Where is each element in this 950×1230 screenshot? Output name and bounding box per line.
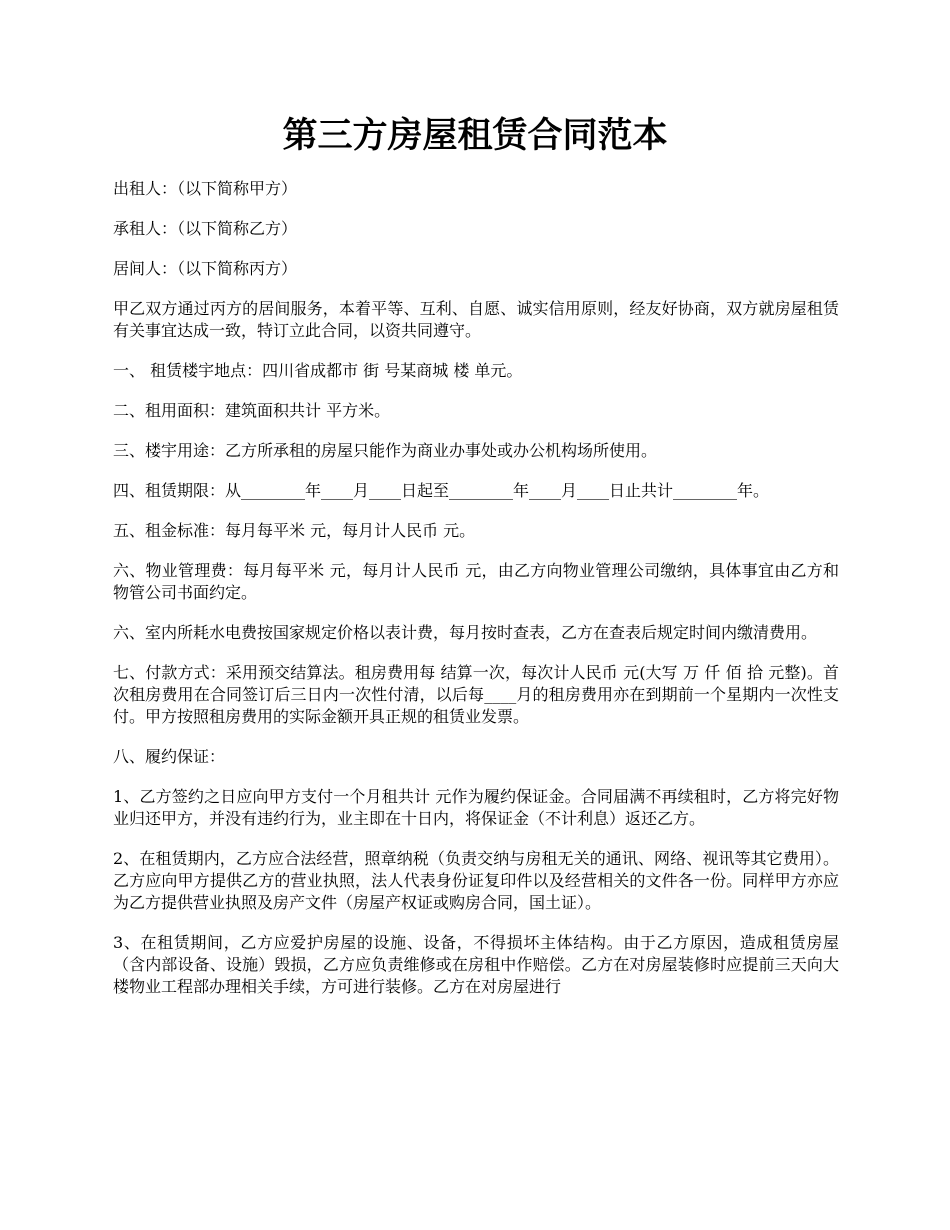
guarantee-item-2: 2、在租赁期内，乙方应合法经营，照章纳税（负责交纳与房租无关的通讯、网络、视讯等其它费用）。乙方应向甲方提供乙方的营业执照，法人代表身份证复印件以及经营相关的文件各一份。同样甲方亦应为乙方提供营业执照及房产文件（房屋产权证或购房合同，国土证）。	[113, 849, 839, 912]
clause-location: 一、 租赁楼宇地点：四川省成都市 街 号某商城 楼 单元。	[113, 361, 523, 380]
clause-usage: 三、楼宇用途：乙方所承租的房屋只能作为商业办事处或办公机构场所使用。	[113, 441, 658, 460]
guarantee-item-1: 1、乙方签约之日应向甲方支付一个月租共计 元作为履约保证金。合同届满不再续租时，乙方将完好物业归还甲方，并没有违约行为，业主即在十日内，将保证金（不计利息）返还乙方。	[113, 787, 839, 828]
guarantee-item-3: 3、在租赁期间，乙方应爱护房屋的设施、设备，不得损坏主体结构。由于乙方原因，造成租赁房屋（含内部设备、设施）毁损，乙方应负责维修或在房租中作赔偿。乙方在对房屋装修时应提前三天向大楼物业工程部办理相关手续，方可进行装修。乙方在对房屋进行	[113, 933, 839, 996]
paragraph-preamble: 甲乙双方通过丙方的居间服务，本着平等、互利、自愿、诚实信用原则，经友好协商，双方就房屋租赁有关事宜达成一致，特订立此合同，以资共同遵守。	[113, 299, 839, 340]
clause-rent: 五、租金标准：每月每平米 元，每月计人民币 元。	[113, 521, 476, 540]
paragraph-lessee: 承租人：（以下简称乙方）	[113, 219, 298, 238]
clause-payment: 七、付款方式：采用预交结算法。租房费用每 结算一次，每次计人民币 元(大写 万 仟 佰 拾 元整)。首次租房费用在合同签订后三日内一次性付清，以后每____月的租房费用亦在到期前一个星期内一次性支付。甲方按照租房费用的实际金额开具正规的租赁业发票。	[113, 663, 839, 726]
clause-property-fee: 六、物业管理费：每月每平米 元，每月计人民币 元，由乙方向物业管理公司缴纳，具体事宜由乙方和物管公司书面约定。	[113, 561, 839, 602]
document-title: 第三方房屋租赁合同范本	[282, 115, 668, 156]
paragraph-intermediary: 居间人：（以下简称丙方）	[113, 259, 298, 278]
clause-guarantee-heading: 八、履约保证：	[113, 747, 226, 766]
paragraph-lessor: 出租人：（以下简称甲方）	[113, 179, 298, 198]
clause-area: 二、租用面积：建筑面积共计 平方米。	[113, 401, 391, 420]
clause-utilities: 六、室内所耗水电费按国家规定价格以表计费，每月按时查表，乙方在查表后规定时间内缴清费用。	[113, 623, 818, 642]
document-body	[113, 178, 839, 1016]
clause-term: 四、租赁期限：从________年____月____日起至________年____月____日止共计________年。	[113, 481, 770, 500]
